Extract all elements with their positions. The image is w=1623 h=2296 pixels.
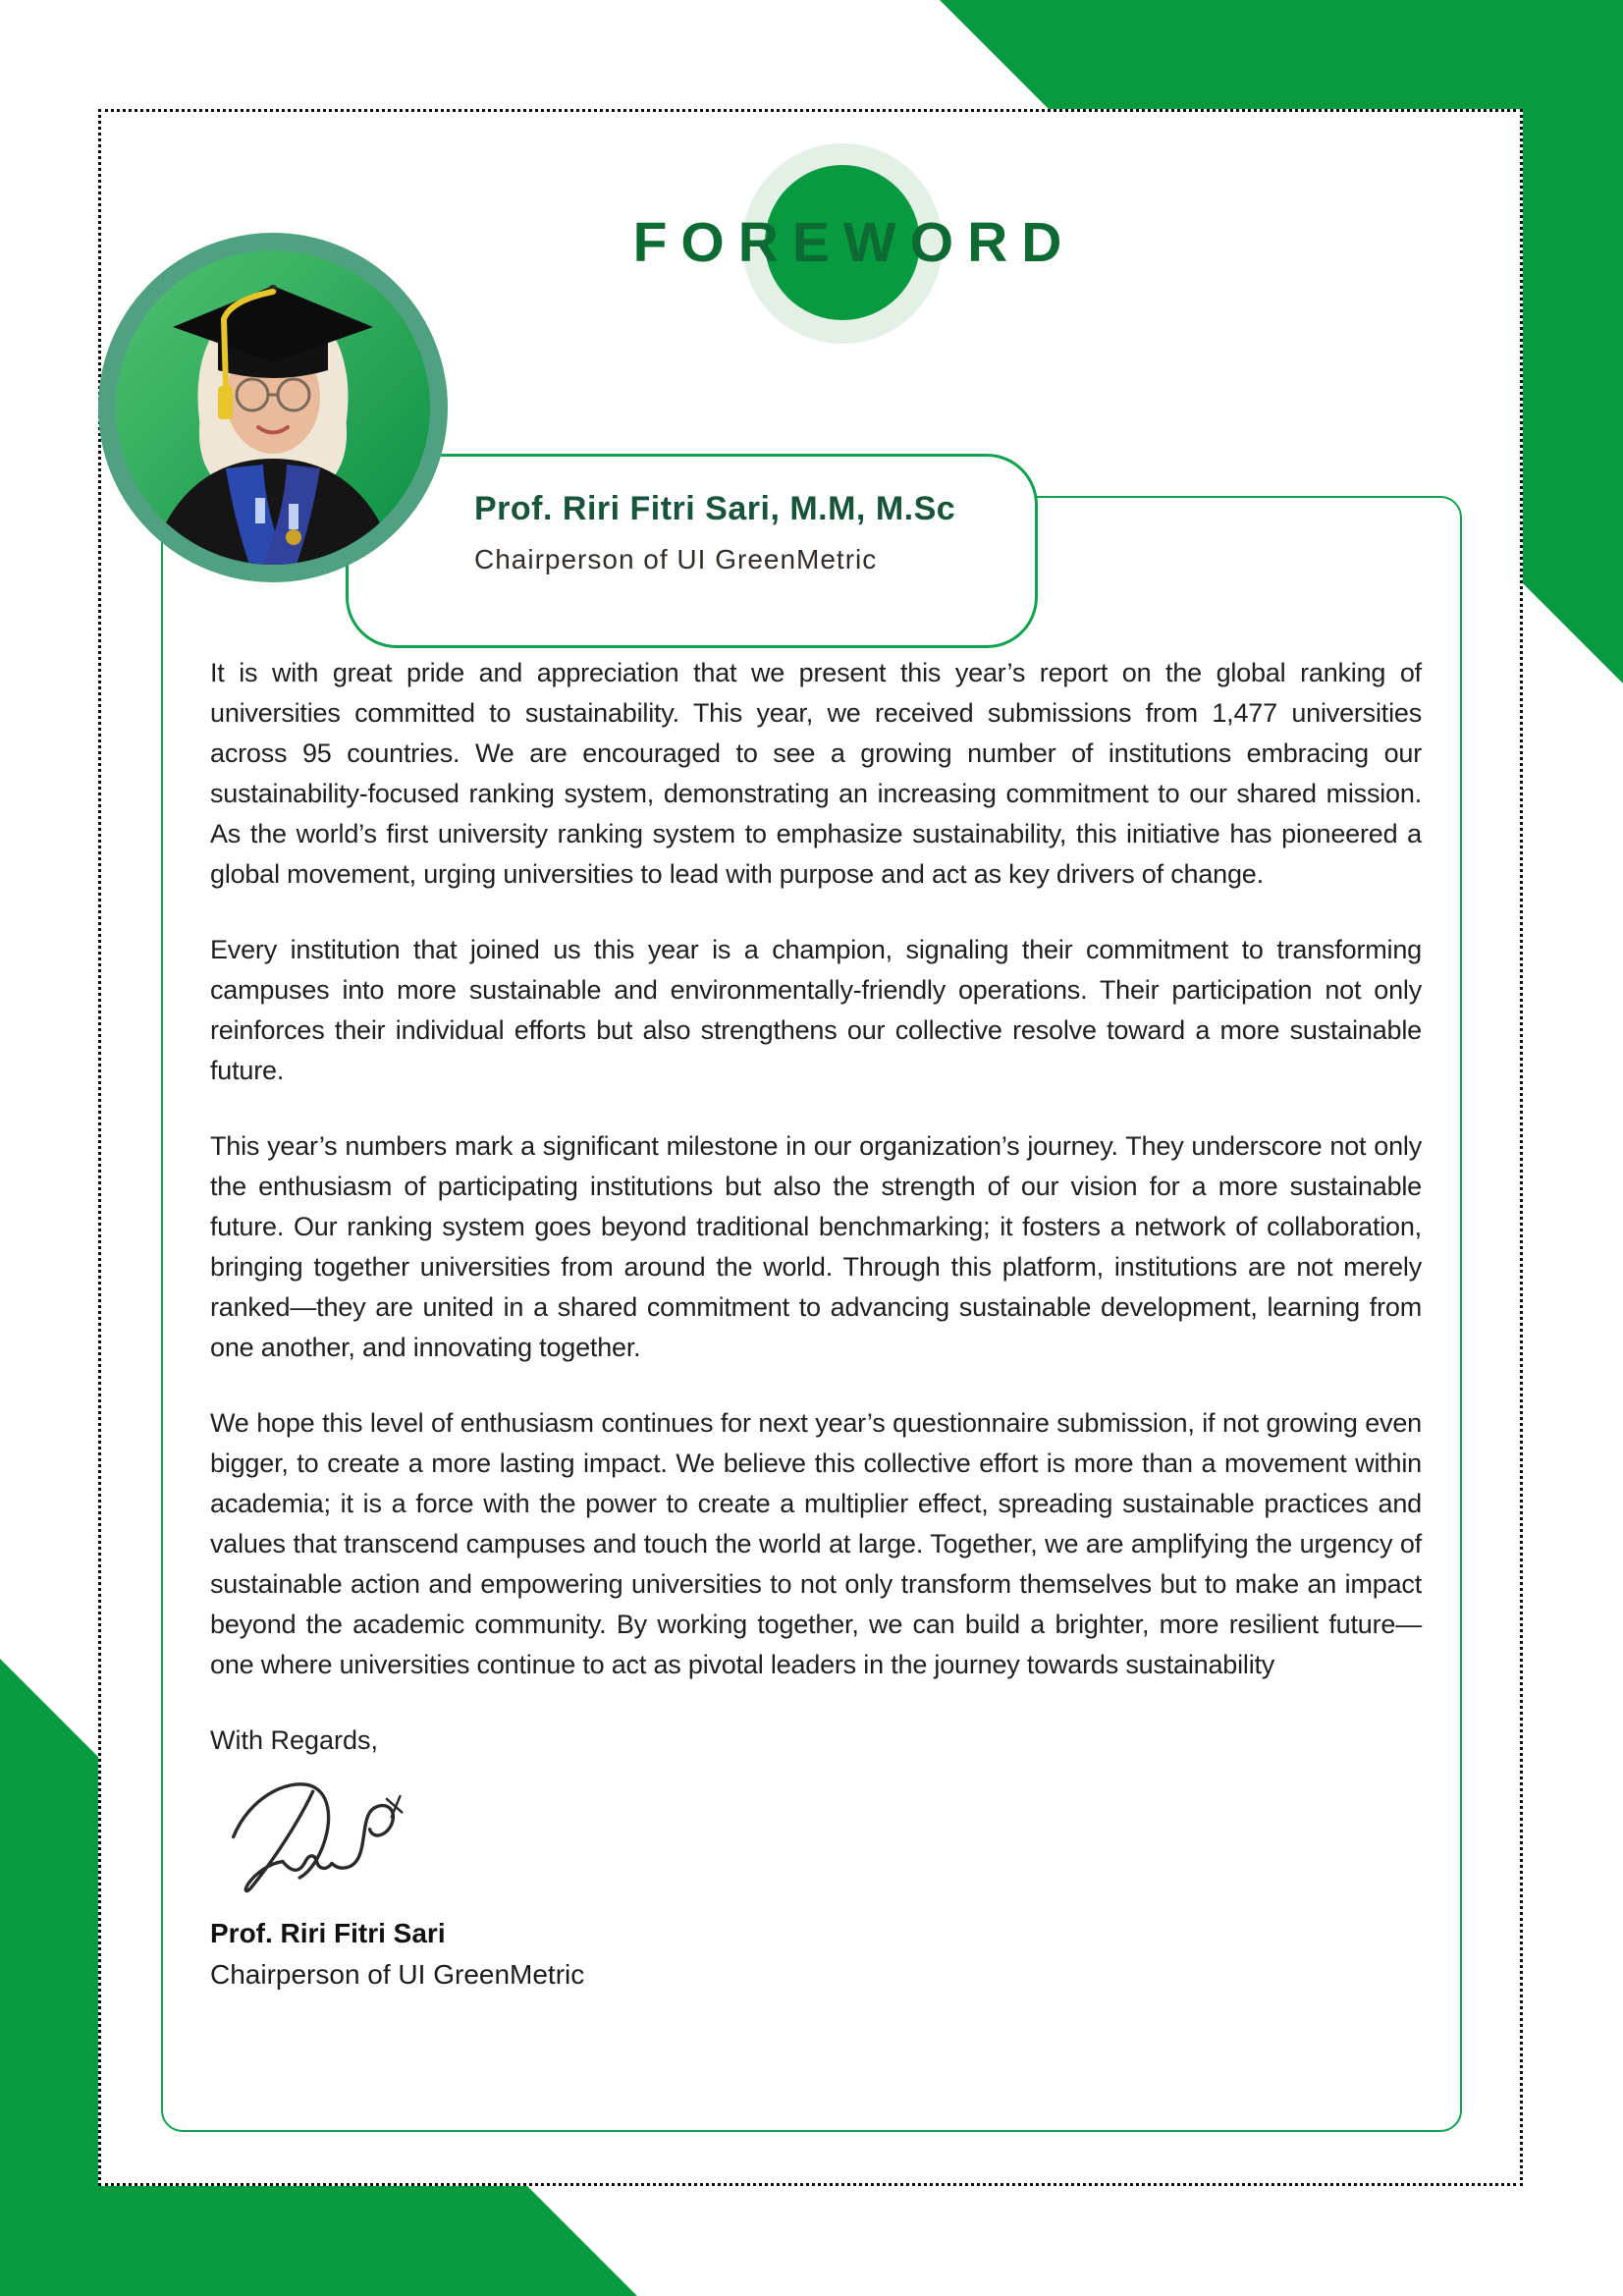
letter-paragraph: We hope this level of enthusiasm continues for next year’s questionnaire submission, if not growing even bigger, to create a more lasting impact. We believe this collective effort is more than a movement within academia; it is a force with the power to create a multiplier effect, spreading sustainable practices and values that transcend campuses and touch the world at large. Together, we are amplifying the urgency of sustainable action and empowering universities to not only transform themselves but to make an impact beyond the academic community. By working together, we can build a brighter, more resilient future—one where universities continue to act as pivotal leaders in the journey towards sustainability (210, 1408, 1422, 1679)
letter-content-box (161, 496, 1462, 2132)
page-title: FOREWORD (632, 211, 1076, 274)
letter-paragraph: This year’s numbers mark a significant milestone in our organization’s journey. They underscore not only the enthusiasm of participating institutions but also the strength of our vision for a more sustainable future. Our ranking system goes beyond traditional benchmarking; it fosters a network of collaboration, bringing together universities from around the world. Through this platform, institutions are not merely ranked—they are united in a shared commitment to advancing sustainable development, learning from one another, and innovating together. (210, 1131, 1422, 1362)
letter-body (210, 653, 1422, 1991)
signer-role: Chairperson of UI GreenMetric (210, 1959, 585, 1990)
chairperson-portrait-illustration (116, 250, 430, 565)
chairperson-role: Chairperson of UI GreenMetric (474, 544, 878, 574)
signature-image (216, 1771, 447, 1903)
chairperson-name: Prof. Riri Fitri Sari, M.M, M.Sc (474, 490, 956, 527)
chairperson-banner (346, 454, 1038, 648)
signer-name: Prof. Riri Fitri Sari (210, 1918, 446, 1948)
closing-salutation: With Regards, (210, 1725, 379, 1755)
letter-paragraph: Every institution that joined us this year is a champion, signaling their commitment to transforming campuses into more sustainable and environmentally-friendly operations. Their participation not only reinforces their individual efforts but also strengthens our collective resolve toward a more sustainable future. (210, 935, 1422, 1085)
letter-paragraph: It is with great pride and appreciation that we present this year’s report on the global ranking of universities committed to sustainability. This year, we received submissions from 1,477 universities across 95 countries. We are encouraged to see a growing number of institutions embracing our sustainability-focused ranking system, demonstrating an increasing commitment to our shared mission. As the world’s first university ranking system to emphasize sustainability, this initiative has pioneered a global movement, urging universities to lead with purpose and act as key drivers of change. (210, 658, 1422, 889)
chairperson-photo (98, 233, 448, 582)
